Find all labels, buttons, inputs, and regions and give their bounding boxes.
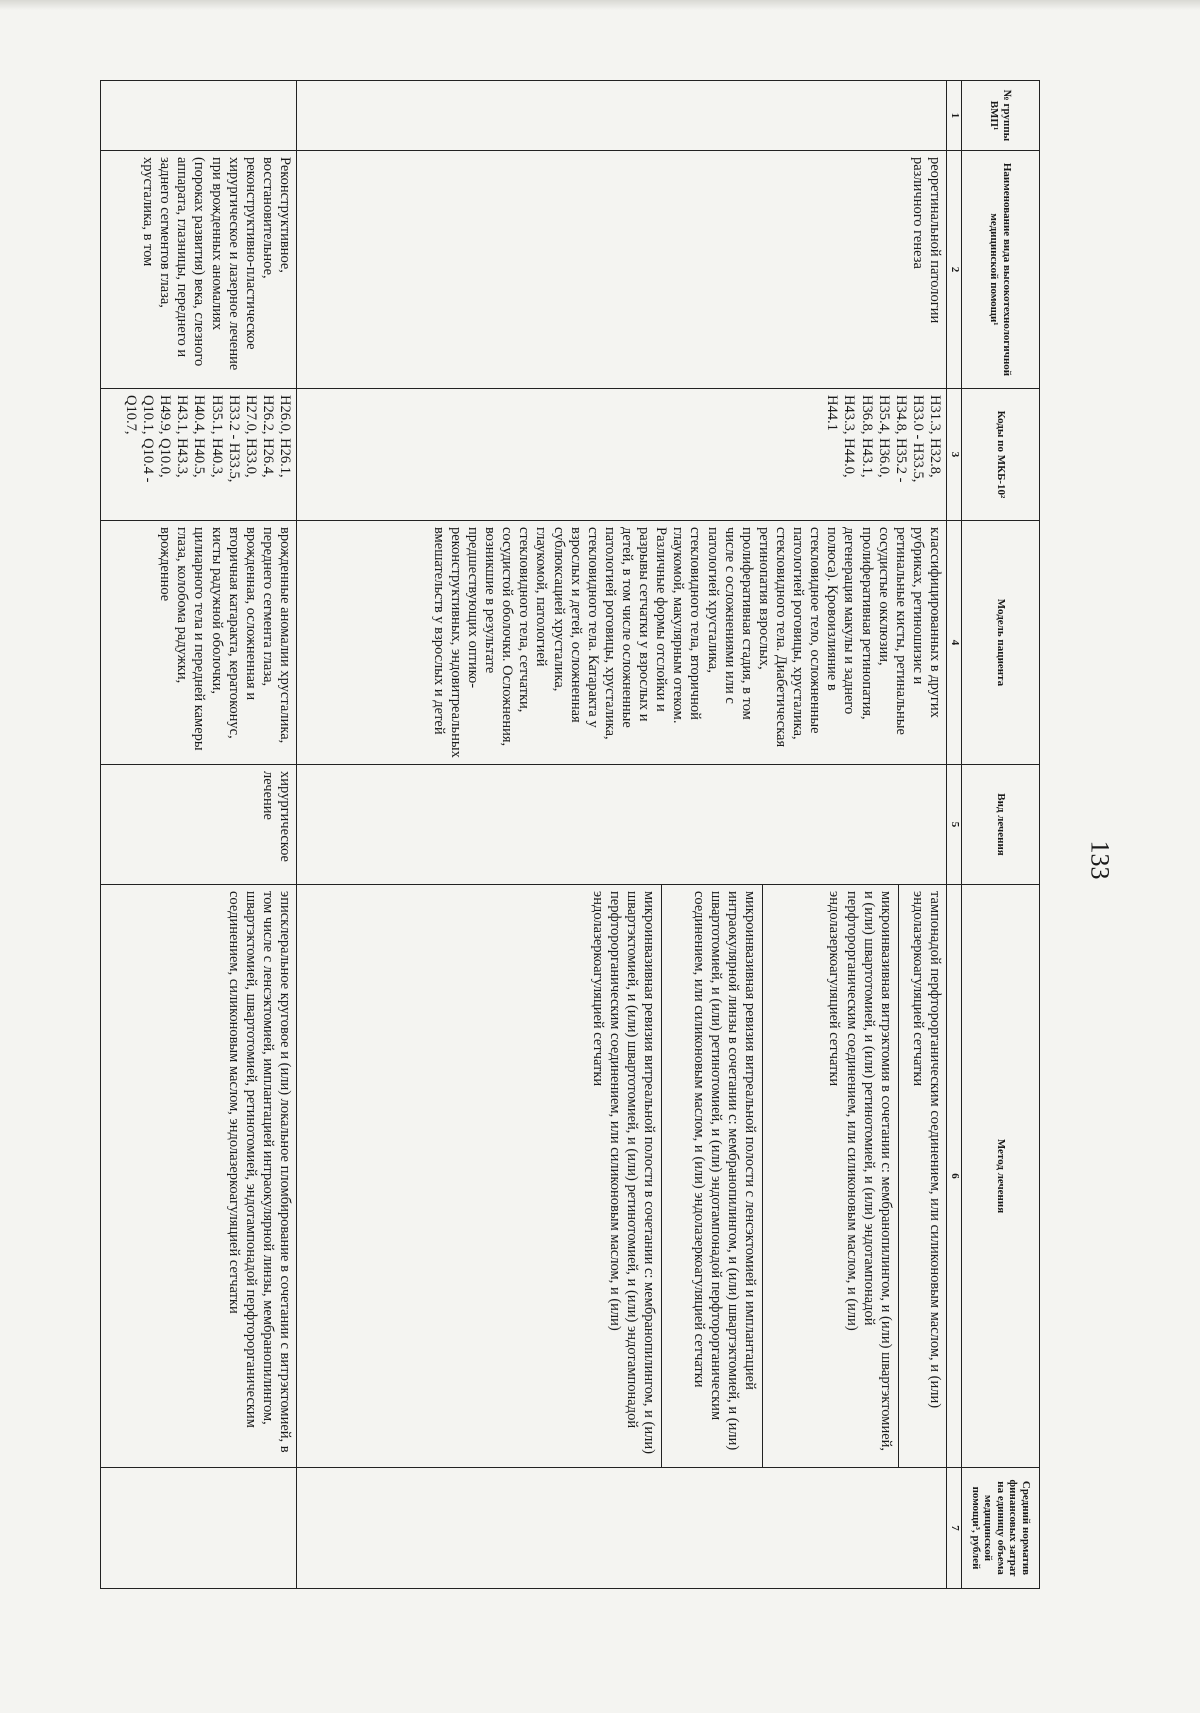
treatment-type-cell: хирургическое лечение	[101, 765, 297, 885]
cost-cell	[101, 1468, 297, 1589]
treatment-method-cell: эписклеральное круговое и (или) локальное пломбирование в сочетании с витрэктомией, в том числе с ленсэктомией, имплантацией интраокулярной линзы, мембранопилингом, швартэктомией, швартотомией, ретинотомией, эндотампонадой перфторорганическим соединением, силиконовым маслом, эндолазеркоагуляцией сетчатки	[101, 885, 297, 1468]
table-row	[297, 81, 947, 1589]
header-patient-model: Модель пациента	[962, 521, 1040, 765]
rotated-table-container	[100, 80, 1040, 1588]
column-number-row	[947, 81, 962, 1589]
method-item: микроинвазивная ревизия витреальной полости в сочетании с: мембранопилингом, и (или) швартэктомией, и (или) швартотомией, и (или) ретинотомией, и (или) эндотампонадой перфторорганическим соединением, или силиконовым маслом, и (или) эндолазеркоагуляцией сетчатки	[588, 885, 661, 1467]
patient-model-cell: классифицированных в других рубриках, ретиношизис и ретинальные кисты, ретинальные сосудистые окклюзии, пролиферативная ретинопатия, дегенерация макулы и заднего полюса). Кровоизлияние в стекловидное тело, осложненные патологией роговицы, хрусталика, стекловидного тела. Диабетическая ретинопатия взрослых, пролиферативная стадия, в том числе с осложнениями или с патологией хрусталика, стекловидного тела, вторичной глаукомой, макулярным отеком. Различные формы отслойки и разрывы сетчатки у взрослых и детей, в том числе осложненные патологией роговицы, хрусталика, стекловидного тела. Катаракта у взрослых и детей, осложненная сублюксацией хрусталика, глаукомой, патологией стекловидного тела, сетчатки, сосудистой оболочки. Осложнения, возникшие в результате предшествующих оптико-реконструктивных, эндовитреальных вмешательств у взрослых и детей	[297, 521, 947, 765]
column-number: 2	[947, 151, 962, 389]
table-row	[101, 81, 297, 1589]
scan-edge	[0, 0, 1200, 10]
header-treatment-type: Вид лечения	[962, 765, 1040, 885]
icd-codes-cell: H31.3, H32.8, H33.0 - H33.5, H34.8, H35.2 - H35.4, H36.0, H36.8, H43.1, H43.3, H44.0, H44.1	[297, 389, 947, 521]
vmp-name-cell: Реконструктивное, восстановительное, реконструктивно-пластическое хирургическое и лазерное лечение при врожденных аномалиях (пороках развития) века, слезного аппарата, глазницы, переднего и заднего сегментов глаза, хрусталика, в том	[101, 151, 297, 389]
column-number: 1	[947, 81, 962, 151]
header-icd-codes: Коды по МКБ-10²	[962, 389, 1040, 521]
header-treatment-method: Метод лечения	[962, 885, 1040, 1468]
vmp-table	[100, 80, 1040, 1589]
column-number: 7	[947, 1468, 962, 1589]
column-number: 3	[947, 389, 962, 521]
group-number-cell	[297, 81, 947, 151]
cost-cell	[297, 1468, 947, 1589]
treatment-method-cell	[297, 885, 947, 1468]
icd-codes-cell: H26.0, H26.1, H26.2, H26.4, H27.0, H33.0, H33.2 - H33.5, H35.1, H40.3, H40.4, H40.5, H43.1, H43.3, H49.9, Q10.0, Q10.1, Q10.4 - Q10.7,	[101, 389, 297, 521]
header-cost-norm: Средний норматив финансовых затрат на единицу объема медицинской помощи³, рублей	[962, 1468, 1040, 1589]
treatment-type-cell	[297, 765, 947, 885]
page-number: 133	[1085, 840, 1115, 880]
header-row	[962, 81, 1040, 1589]
vmp-name-cell: реоретинальной патологии различного генеза	[297, 151, 947, 389]
method-item: микроинвазивная ревизия витреальной полости с ленсэктомией и имплантацией интраокулярной линзы в сочетании с: мембранопилингом, и (или) швартэктомией, и (или) швартотомией, и (или) ретинотомией, и (или) эндотампонадой перфторорганическим соединением, или силиконовым маслом, и (или) эндолазеркоагуляцией сетчатки	[690, 885, 763, 1467]
column-number: 6	[947, 885, 962, 1468]
group-number-cell	[101, 81, 297, 151]
column-number: 5	[947, 765, 962, 885]
method-item: микроинвазивная витрэктомия в сочетании с: мембранопилингом, и (или) швартэктомией, и (или) швартотомией, и (или) ретинотомией, и (или) эндотампонадой перфторорганическим соединением, или силиконовым маслом, и (или) эндолазеркоагуляцией сетчатки	[825, 885, 898, 1467]
header-group-number: № группы ВМП¹	[962, 81, 1040, 151]
patient-model-cell: врожденные аномалии хрусталика, переднего сегмента глаза, врожденная, осложненная и вторичная катаракта, кератоконус, кисты радужной оболочки, цилиарного тела и передней камеры глаза, колобома радужки, врожденное	[101, 521, 297, 765]
column-number: 4	[947, 521, 962, 765]
method-item: тампонадой перфторорганическим соединением, или силиконовым маслом, и (или) эндолазеркоагуляцией сетчатки	[909, 891, 943, 1409]
header-vmp-name: Наименование вида высокотехнологичной медицинской помощи¹	[962, 151, 1040, 389]
